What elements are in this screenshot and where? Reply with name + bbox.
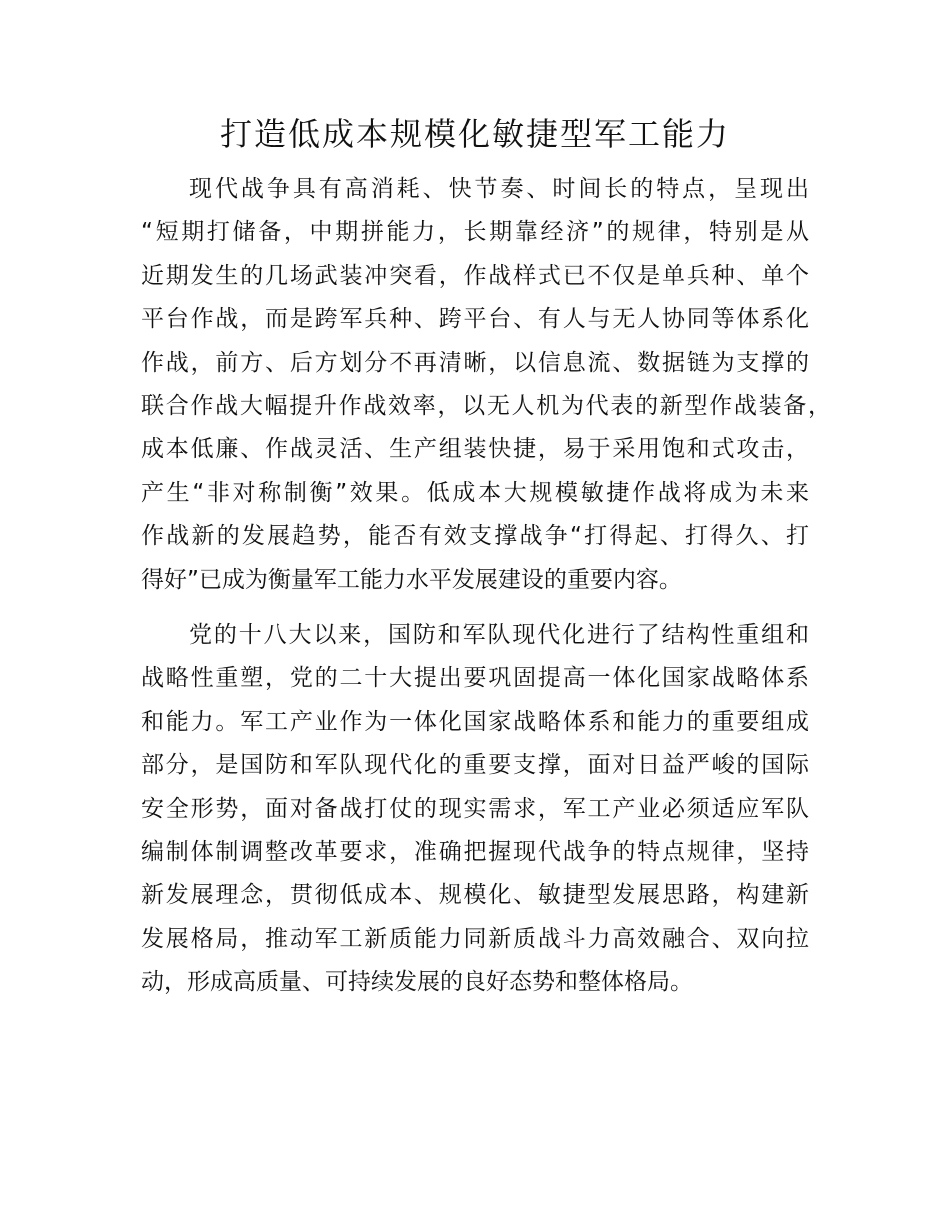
paragraph-line: 作战新的发展趋势，能否有效支撑战争“打得起、打得久、打 bbox=[141, 523, 809, 550]
paragraph-line: 作战，前方、后方划分不再清晰，以信息流、数据链为支撑的 bbox=[141, 349, 809, 376]
paragraph-line: 发展格局，推动军工新质能力同新质战斗力高效融合、双向拉 bbox=[141, 925, 809, 952]
paragraph-line: 产生“非对称制衡”效果。低成本大规模敏捷作战将成为未来 bbox=[141, 479, 809, 506]
paragraph-line: 成本低廉、作战灵活、生产组装快捷，易于采用饱和式攻击， bbox=[141, 436, 809, 463]
paragraph-line: 部分，是国防和军队现代化的重要支撑，面对日益严峻的国际 bbox=[141, 752, 809, 779]
paragraph-line: 编制体制调整改革要求，准确把握现代战争的特点规律，坚持 bbox=[141, 838, 809, 865]
paragraph-line: 战略性重塑，党的二十大提出要巩固提高一体化国家战略体系 bbox=[141, 665, 809, 692]
document-title: 打造低成本规模化敏捷型军工能力 bbox=[219, 115, 730, 153]
paragraph-line: 近期发生的几场武装冲突看，作战样式已不仅是单兵种、单个 bbox=[141, 262, 809, 289]
paragraph-line: 动，形成高质量、可持续发展的良好态势和整体格局。 bbox=[141, 969, 693, 996]
paragraph-line: 平台作战，而是跨军兵种、跨平台、有人与无人协同等体系化 bbox=[141, 306, 809, 333]
paragraph-2 bbox=[141, 614, 809, 1005]
paragraph-line: 新发展理念，贯彻低成本、规模化、敏捷型发展思路，构建新 bbox=[141, 882, 809, 909]
paragraph-line: 党的十八大以来，国防和军队现代化进行了结构性重组和 bbox=[189, 622, 809, 648]
paragraph-line: 联合作战大幅提升作战效率，以无人机为代表的新型作战装备， bbox=[141, 392, 831, 419]
paragraph-line: 和能力。军工产业作为一体化国家战略体系和能力的重要组成 bbox=[141, 708, 809, 735]
paragraph-line: 安全形势，面对备战打仗的现实需求，军工产业必须适应军队 bbox=[141, 795, 809, 822]
paragraph-line: 现代战争具有高消耗、快节奏、时间长的特点，呈现出 bbox=[189, 176, 809, 202]
paragraph-1 bbox=[141, 168, 831, 602]
paragraph-line: “短期打储备，中期拼能力，长期靠经济”的规律，特别是从 bbox=[141, 219, 809, 246]
paragraph-line: 得好”已成为衡量军工能力水平发展建设的重要内容。 bbox=[141, 566, 682, 593]
